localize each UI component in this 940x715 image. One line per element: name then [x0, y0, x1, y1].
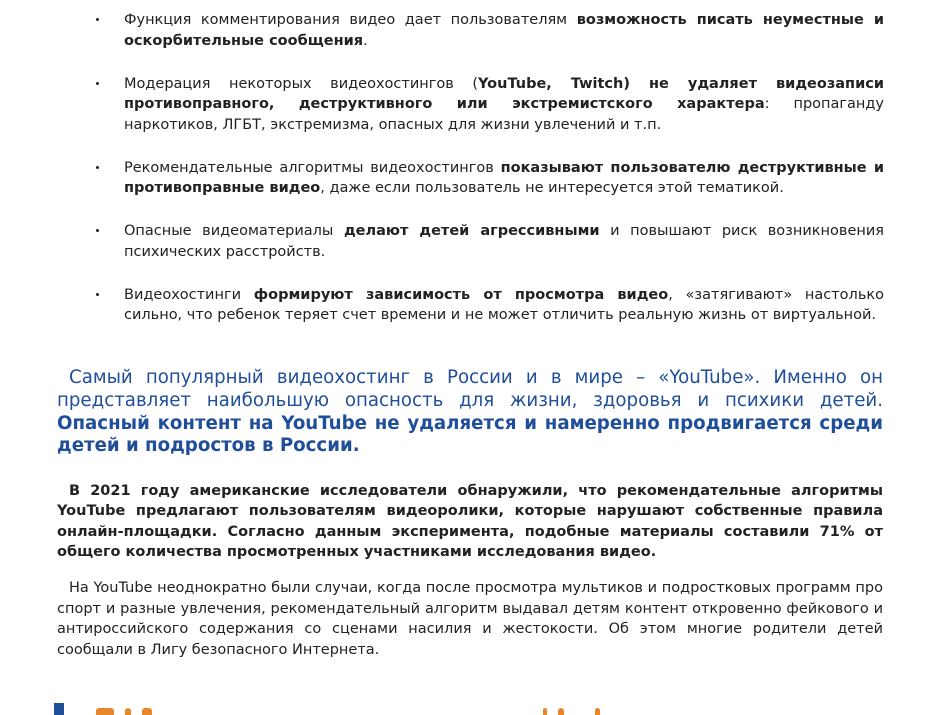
next-heading-fragment	[96, 708, 656, 715]
bullet-item-moderation	[96, 74, 884, 136]
bullet-text: Рекомендательные алгоритмы видеохостингов	[124, 159, 501, 176]
bullet-item-algorithms	[96, 158, 884, 199]
bullet-bold-text: YouTube, Twitch) не удаляет видеозаписи противоправного, деструктивного или экстремистского характера	[124, 75, 884, 112]
bullet-text: , «затягивают» настолько сильно, что ребенок теряет счет времени и не может отличить реальную жизнь от виртуальной.	[124, 286, 884, 323]
bullet-dot-icon	[96, 18, 99, 21]
bullet-item-comments	[96, 10, 884, 51]
bullet-bold-text: формируют зависимость от просмотра видео	[253, 286, 669, 303]
bullet-bold-text: возможность писать неуместные и оскорбительные сообщения	[124, 12, 884, 49]
bullet-text: Видеохостинги	[124, 286, 254, 303]
risk-bullet-list	[96, 10, 884, 326]
bullet-item-addiction	[96, 285, 884, 326]
bullet-dot-icon	[96, 166, 99, 169]
bullet-text: Модерация некоторых видеохостингов (	[124, 75, 479, 92]
youtube-danger-bold-text: Опасный контент на YouTube не удаляется и намеренно продвигается среди детей и подростов в России.	[57, 412, 883, 457]
bullet-text: и повышают риск возникновения психических расстройств.	[124, 223, 884, 260]
cases-text: На YouTube неоднократно были случаи, когда после просмотра мультиков и подростковых программ про спорт и разные увлечения, рекомендательный алгоритм выдавал детям контент откровенно фейкового и антироссийского содержания со сценами насилия и жестокости. Об этом многие родители детей сообщали в Лигу безопасного Интернета.	[57, 580, 883, 658]
bullet-text: , даже если пользователь не интересуется этой тематикой.	[320, 180, 784, 196]
cases-paragraph	[57, 578, 883, 660]
bullet-dot-icon	[96, 82, 99, 85]
research-text: В 2021 году американские исследователи обнаружили, что рекомендательные алгоритмы YouTube предлагают пользователям видеоролики, которые нарушают собственные правила онлайн-площадки. Согласно данным эксперимента, подобные материалы составили 71% от общего количества просмотренных участниками исследования видео.	[57, 483, 883, 560]
bullet-text: .	[363, 32, 368, 49]
bullet-text: Опасные видеоматериалы	[124, 223, 344, 239]
youtube-danger-text: Самый популярный видеохостинг в России и в мире – «YouTube». Именно он представляет наибольшую опасность для жизни, здоровья и психики детей.	[57, 367, 883, 411]
research-paragraph	[57, 481, 883, 562]
bullet-dot-icon	[96, 229, 99, 232]
bullet-item-aggression	[96, 221, 884, 262]
bullet-text: : пропаганду наркотиков, ЛГБТ, экстремизма, опасных для жизни увлечений и т.п.	[124, 96, 884, 133]
bullet-bold-text: показывают пользователю деструктивные и противоправные видео	[124, 159, 885, 196]
bullet-bold-text: делают детей агрессивными	[343, 223, 600, 239]
youtube-danger-paragraph	[57, 367, 883, 458]
bullet-dot-icon	[96, 293, 99, 296]
bullet-text: Функция комментирования видео дает пользователям	[124, 12, 577, 28]
section-marker-icon	[54, 703, 64, 715]
